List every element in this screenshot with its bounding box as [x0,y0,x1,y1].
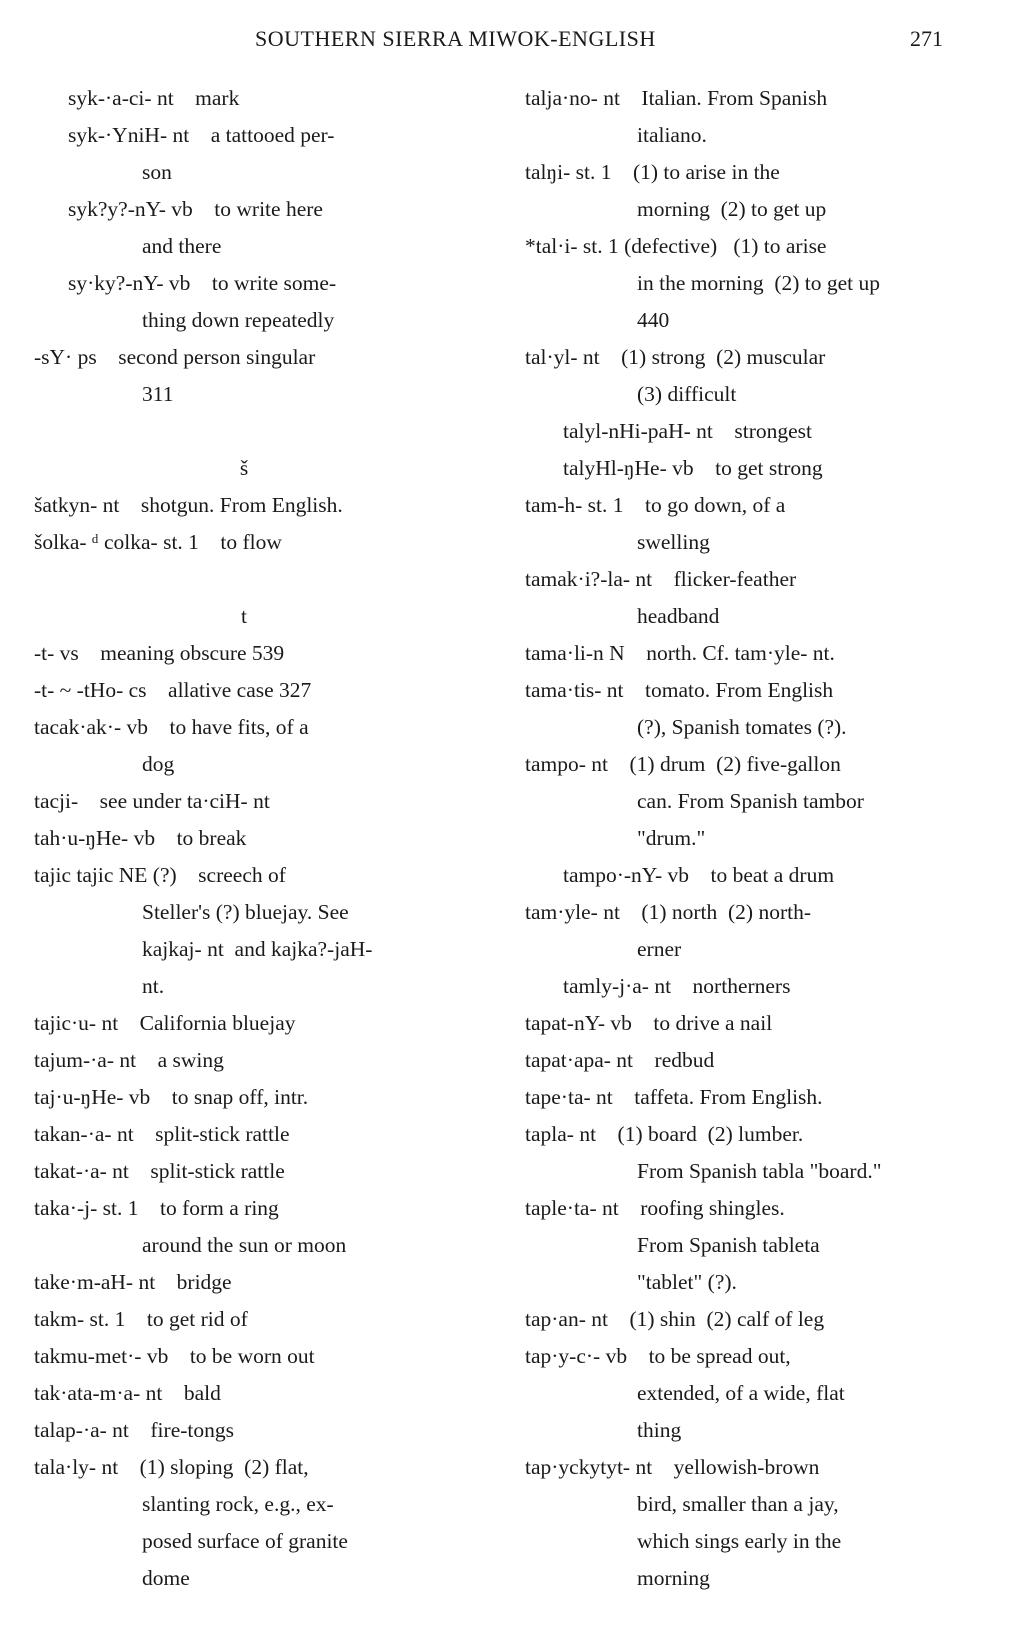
dictionary-entry [34,1042,504,1079]
dictionary-entry [525,80,1025,154]
sub-entry [525,968,1025,1005]
entry-continuation: in the morning (2) to get up [637,271,881,295]
dictionary-entry [525,561,1025,635]
entry-line: takan-·a- nt split-stick rattle [34,1122,290,1146]
entry-continuation: thing [637,1418,682,1442]
entry-continuation: (3) difficult [637,382,737,406]
page-header [0,26,1032,60]
entry-line: tama·tis- nt tomato. From English [525,678,834,702]
page-number: 271 [910,26,943,51]
entry-continuation: 311 [142,382,174,406]
entry-line: sy·ky?-nY- vb to write some- [68,271,337,295]
entry-continuation: dog [142,752,175,776]
sub-entry [34,191,504,265]
dictionary-entry [34,1375,504,1412]
dictionary-entry [34,487,504,524]
dictionary-entry [34,1338,504,1375]
entry-line: tam-h- st. 1 to go down, of a [525,493,786,517]
entry-line: tam·yle- nt (1) north (2) north- [525,900,811,924]
entry-line: tap·y-c·- vb to be spread out, [525,1344,791,1368]
entry-continuation: extended, of a wide, flat [637,1381,845,1405]
entry-line: tacji- see under ta·ciH- nt [34,789,270,813]
dictionary-entry [525,228,1025,339]
entry-continuation: italiano. [637,123,707,147]
entry-line: tap·an- nt (1) shin (2) calf of leg [525,1307,825,1331]
entry-line: tampo- nt (1) drum (2) five-gallon [525,752,841,776]
entry-continuation: thing down repeatedly [142,308,335,332]
entry-line: tacak·ak·- vb to have fits, of a [34,715,309,739]
entry-line: takm- st. 1 to get rid of [34,1307,248,1331]
sub-entry [525,857,1025,894]
right-column [525,80,1025,1597]
entry-continuation: headband [637,604,720,628]
sub-entry [525,450,1025,487]
entry-line: syk-·a-ci- nt mark [68,86,240,110]
entry-line: talja·no- nt Italian. From Spanish [525,86,828,110]
entry-line: tamak·i?-la- nt flicker-feather [525,567,797,591]
dictionary-entry [34,672,504,709]
dictionary-entry [525,894,1025,968]
entry-continuation: swelling [637,530,710,554]
entry-line: syk-·YniH- nt a tattooed per- [68,123,335,147]
dictionary-entry [525,1449,1025,1597]
letter-heading: t [241,604,247,628]
entry-line: taka·-j- st. 1 to form a ring [34,1196,279,1220]
dictionary-entry [525,487,1025,561]
entry-line: tapat-nY- vb to drive a nail [525,1011,773,1035]
section-gap [34,413,504,450]
dictionary-entry [525,339,1025,413]
dictionary-entry [525,1079,1025,1116]
dictionary-entry [525,154,1025,228]
dictionary-entry [34,1153,504,1190]
dictionary-entry [34,339,504,413]
entry-line: šolka- ᵈ colka- st. 1 to flow [34,530,282,554]
entry-continuation: and there [142,234,222,258]
entry-line: -t- vs meaning obscure 539 [34,641,285,665]
entry-line: talŋi- st. 1 (1) to arise in the [525,160,780,184]
letter-heading: š [239,456,249,480]
entry-continuation: morning [637,1566,710,1590]
dictionary-entry [34,820,504,857]
dictionary-entry [525,1301,1025,1338]
entry-line: talyl-nHi-paH- nt strongest [563,419,812,443]
entry-line: tajic·u- nt California bluejay [34,1011,296,1035]
dictionary-entry [525,635,1025,672]
entry-line: -t- ~ -tHo- cs allative case 327 [34,678,312,702]
entry-line: taple·ta- nt roofing shingles. [525,1196,785,1220]
dictionary-entry [525,1042,1025,1079]
entry-continuation: which sings early in the [637,1529,842,1553]
entry-continuation: slanting rock, e.g., ex- [142,1492,334,1516]
section-gap [34,561,504,598]
dictionary-entry [34,709,504,783]
entry-line: šatkyn- nt shotgun. From English. [34,493,343,517]
entry-line: tajic tajic NE (?) screech of [34,863,286,887]
dictionary-entry [34,1449,504,1597]
entry-continuation: posed surface of granite [142,1529,348,1553]
entry-line: tape·ta- nt taffeta. From English. [525,1085,823,1109]
dictionary-entry [34,1264,504,1301]
dictionary-entry [34,1412,504,1449]
sub-entry [34,265,504,339]
entry-line: takmu-met·- vb to be worn out [34,1344,315,1368]
dictionary-entry [34,857,504,1005]
entry-continuation: erner [637,937,682,961]
entry-line: tapat·apa- nt redbud [525,1048,715,1072]
entry-continuation: "drum." [637,826,706,850]
entry-line: talyHl-ŋHe- vb to get strong [563,456,823,480]
entry-line: tap·yckytyt- nt yellowish-brown [525,1455,820,1479]
entry-line: taj·u-ŋHe- vb to snap off, intr. [34,1085,309,1109]
dictionary-entry [525,1116,1025,1190]
entry-line: takat-·a- nt split-stick rattle [34,1159,285,1183]
entry-line: *tal·i- st. 1 (defective) (1) to arise [525,234,827,258]
entry-line: tala·ly- nt (1) sloping (2) flat, [34,1455,309,1479]
entry-line: talap-·a- nt fire-tongs [34,1418,234,1442]
entry-continuation: kajkaj- nt and kajka?-jaH- [142,937,373,961]
entry-continuation: dome [142,1566,190,1590]
dictionary-entry [34,783,504,820]
entry-line: tama·li-n N north. Cf. tam·yle- nt. [525,641,835,665]
dictionary-entry [525,1005,1025,1042]
entry-line: tampo·-nY- vb to beat a drum [563,863,835,887]
entry-continuation: Steller's (?) bluejay. See [142,900,349,924]
entry-continuation: 440 [637,308,670,332]
entry-continuation: From Spanish tableta [637,1233,820,1257]
sub-entry [34,80,504,117]
dictionary-entry [34,1301,504,1338]
left-column [34,80,504,1597]
entry-continuation: (?), Spanish tomates (?). [637,715,847,739]
dictionary-entry [34,635,504,672]
entry-line: syk?y?-nY- vb to write here [68,197,323,221]
sub-entry [34,117,504,191]
dictionary-entry [525,746,1025,857]
entry-line: tah·u-ŋHe- vb to break [34,826,247,850]
entry-continuation: around the sun or moon [142,1233,347,1257]
dictionary-entry [34,1079,504,1116]
dictionary-entry [34,524,504,561]
dictionary-entry [34,1005,504,1042]
entry-line: -sY· ps second person singular [34,345,316,369]
entry-continuation: bird, smaller than a jay, [637,1492,839,1516]
entry-line: take·m-aH- nt bridge [34,1270,232,1294]
entry-line: tapla- nt (1) board (2) lumber. [525,1122,804,1146]
sub-entry [525,413,1025,450]
running-head: SOUTHERN SIERRA MIWOK-ENGLISH [255,26,656,51]
dictionary-entry [525,1190,1025,1301]
entry-continuation: "tablet" (?). [637,1270,737,1294]
entry-continuation: morning (2) to get up [637,197,827,221]
dictionary-entry [34,1190,504,1264]
entry-continuation: nt. [142,974,165,998]
dictionary-entry [525,1338,1025,1449]
entry-line: tajum-·a- nt a swing [34,1048,224,1072]
dictionary-entry [525,672,1025,746]
entry-continuation: From Spanish tabla "board." [637,1159,882,1183]
dictionary-entry [34,1116,504,1153]
entry-continuation: can. From Spanish tambor [637,789,864,813]
entry-line: tak·ata-m·a- nt bald [34,1381,221,1405]
entry-line: tamly-j·a- nt northerners [563,974,791,998]
entry-line: tal·yl- nt (1) strong (2) muscular [525,345,826,369]
entry-continuation: son [142,160,172,184]
